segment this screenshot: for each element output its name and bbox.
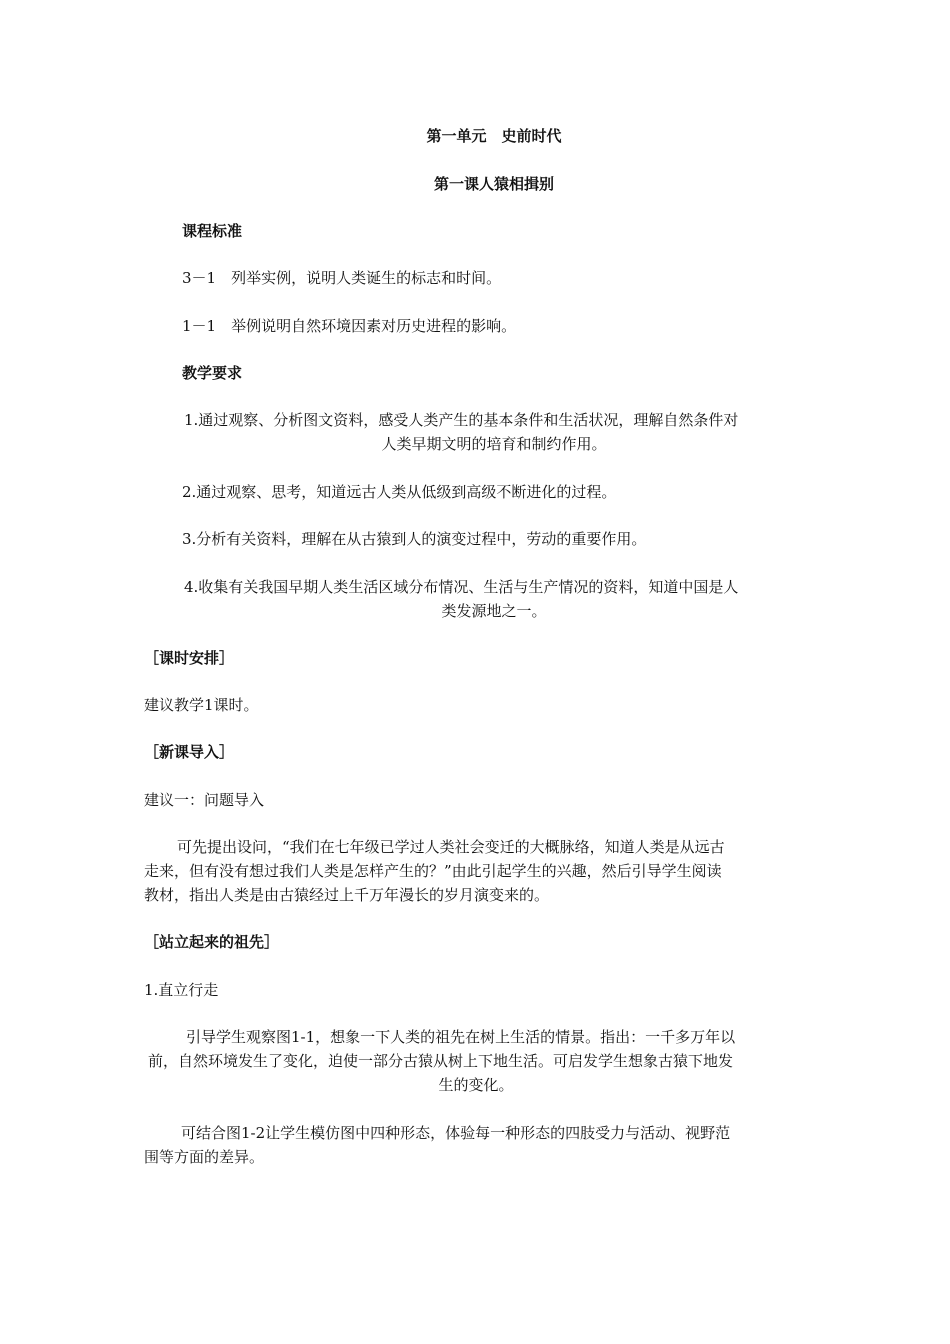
intro-heading: ［新课导入］ bbox=[144, 743, 235, 761]
requirements-heading: 教学要求 bbox=[182, 364, 243, 382]
intro-paragraph-line: 走来，但有没有想过我们人类是怎样产生的？”由此引起学生的兴趣，然后引导学生阅读 bbox=[144, 862, 722, 880]
curriculum-item: 3－1 列举实例，说明人类诞生的标志和时间。 bbox=[182, 269, 502, 287]
ancestors-paragraph-line: 围等方面的差异。 bbox=[144, 1148, 265, 1166]
ancestors-paragraph-line: 生的变化。 bbox=[438, 1076, 514, 1094]
unit-title: 第一单元 史前时代 bbox=[426, 127, 562, 145]
requirement-item-line: 3.分析有关资料，理解在从古猿到人的演变过程中，劳动的重要作用。 bbox=[182, 530, 647, 548]
lesson-title: 第一课人猿相揖别 bbox=[433, 175, 554, 193]
ancestors-subheading: 1.直立行走 bbox=[144, 981, 219, 999]
ancestors-heading: ［站立起来的祖先］ bbox=[144, 933, 280, 951]
requirement-item-line: 1.通过观察、分析图文资料，感受人类产生的基本条件和生活状况，理解自然条件对 bbox=[184, 411, 739, 429]
requirement-item-line: 类发源地之一。 bbox=[441, 602, 547, 620]
curriculum-item: 1－1 举例说明自然环境因素对历史进程的影响。 bbox=[182, 317, 517, 335]
intro-paragraph-line: 教材，指出人类是由古猿经过上千万年漫长的岁月演变来的。 bbox=[144, 886, 550, 904]
requirement-item-line: 人类早期文明的培育和制约作用。 bbox=[381, 435, 607, 453]
schedule-heading: ［课时安排］ bbox=[144, 649, 235, 667]
requirement-item-line: 4.收集有关我国早期人类生活区域分布情况、生活与生产情况的资料，知道中国是人 bbox=[184, 578, 739, 596]
intro-paragraph-line: 可先提出设问，“我们在七年级已学过人类社会变迁的大概脉络，知道人类是从远古 bbox=[177, 838, 725, 856]
intro-suggestion: 建议一：问题导入 bbox=[144, 791, 265, 809]
curriculum-heading: 课程标准 bbox=[182, 222, 243, 240]
ancestors-paragraph-line: 可结合图1-2让学生模仿图中四种形态，体验每一种形态的四肢受力与活动、视野范 bbox=[181, 1124, 731, 1142]
ancestors-paragraph-line: 前，自然环境发生了变化，迫使一部分古猿从树上下地生活。可启发学生想象古猿下地发 bbox=[148, 1052, 734, 1070]
requirement-item-line: 2.通过观察、思考，知道远古人类从低级到高级不断进化的过程。 bbox=[182, 483, 617, 501]
ancestors-paragraph-line: 引导学生观察图1-1，想象一下人类的祖先在树上生活的情景。指出：一千多万年以 bbox=[186, 1028, 736, 1046]
schedule-text: 建议教学1课时。 bbox=[144, 696, 259, 714]
